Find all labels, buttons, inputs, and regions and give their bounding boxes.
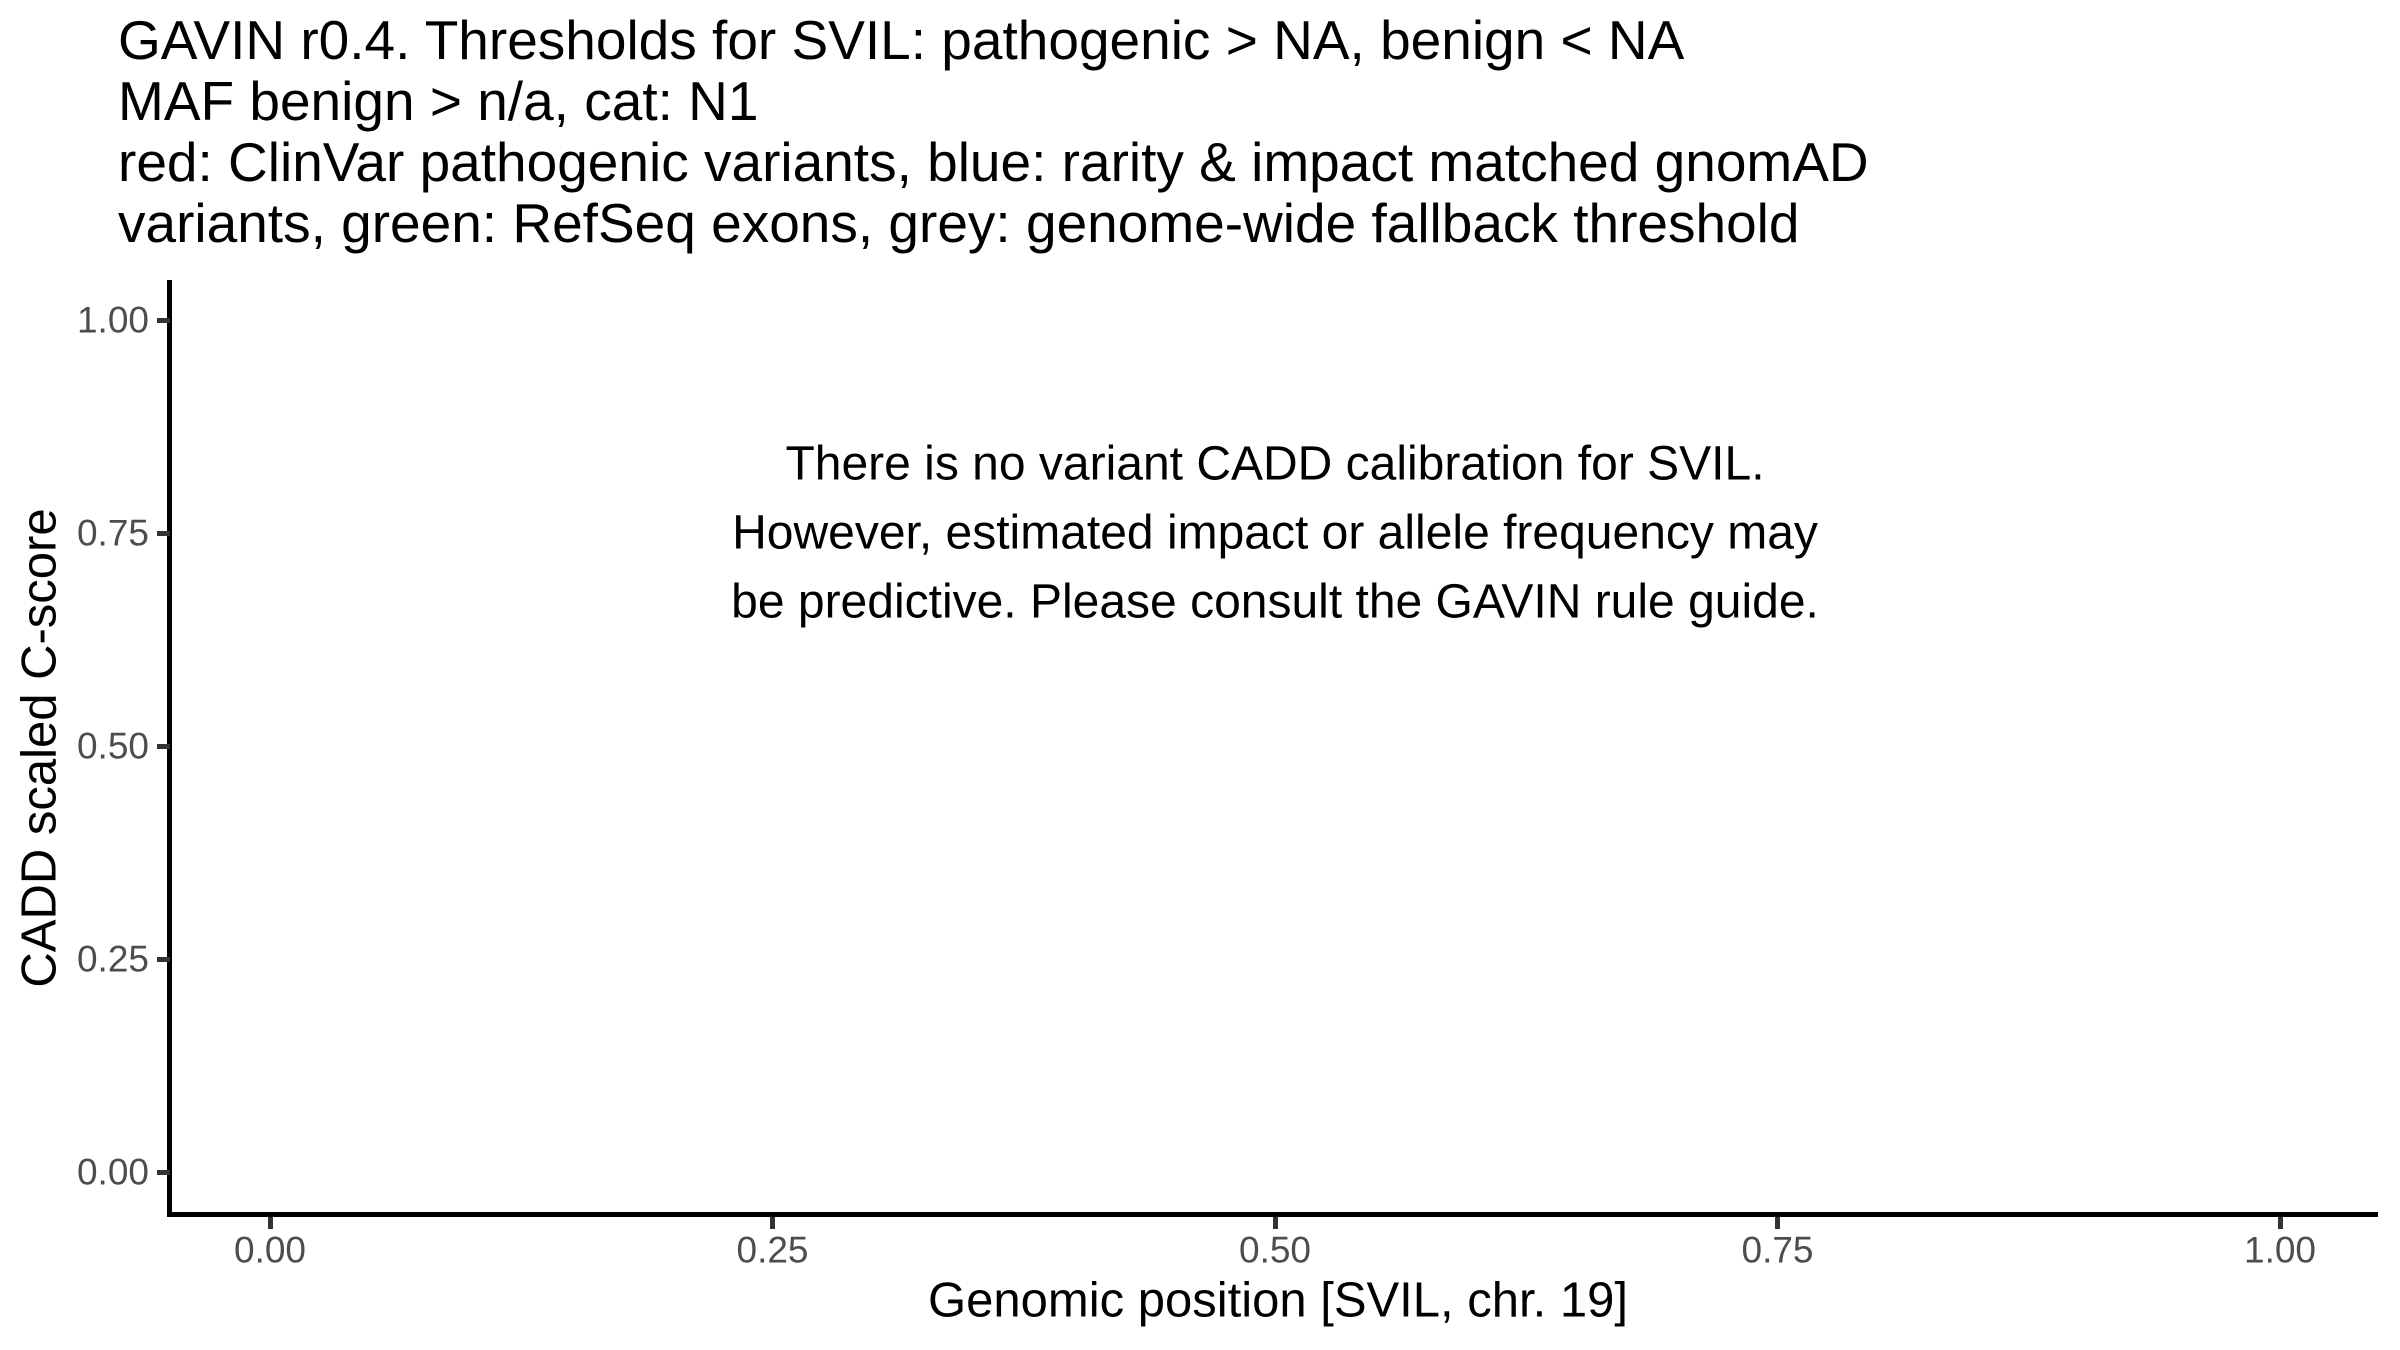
y-tick-mark <box>157 1170 170 1175</box>
x-tick-label: 0.25 <box>736 1229 809 1271</box>
annotation-line-1: There is no variant CADD calibration for SVIL. <box>785 437 1765 491</box>
y-tick-label: 0.50 <box>76 725 149 767</box>
annotation-line-3: be predictive. Please consult the GAVIN rule guide. <box>731 575 1819 629</box>
x-tick-label: 0.75 <box>1741 1229 1814 1271</box>
plot-title-line-4: variants, green: RefSeq exons, grey: genome-wide fallback threshold <box>118 192 1800 254</box>
y-tick-mark <box>157 957 170 962</box>
plot-title <box>118 10 1869 254</box>
x-tick-label: 0.00 <box>233 1229 307 1271</box>
plot-title-line-3: red: ClinVar pathogenic variants, blue: rarity & impact matched gnomAD <box>118 131 1869 193</box>
x-tick-mark <box>1273 1217 1278 1229</box>
y-axis-line <box>167 280 172 1217</box>
annotation-line-2: However, estimated impact or allele frequency may <box>732 506 1818 560</box>
x-tick-label: 0.50 <box>1238 1229 1312 1271</box>
y-tick-mark <box>157 318 170 323</box>
plot-title-line-1: GAVIN r0.4. Thresholds for SVIL: pathogenic > NA, benign < NA <box>118 9 1685 71</box>
x-tick-mark <box>2278 1217 2283 1229</box>
y-tick-mark <box>157 531 170 536</box>
y-tick-label: 0.00 <box>76 1151 149 1193</box>
x-tick-mark <box>1775 1217 1780 1229</box>
x-tick-mark <box>770 1217 775 1229</box>
x-tick-label: 1.00 <box>2243 1229 2317 1271</box>
x-tick-mark <box>268 1217 273 1229</box>
x-axis-title: Genomic position [SVIL, chr. 19] <box>928 1273 1628 1328</box>
y-axis-title: CADD scaled C-score <box>12 508 67 988</box>
y-tick-label: 1.00 <box>76 299 149 341</box>
no-calibration-annotation <box>731 430 1819 637</box>
y-tick-mark <box>157 744 170 749</box>
y-tick-label: 0.75 <box>76 512 149 554</box>
y-tick-label: 0.25 <box>76 938 149 980</box>
plot-title-line-2: MAF benign > n/a, cat: N1 <box>118 70 759 132</box>
